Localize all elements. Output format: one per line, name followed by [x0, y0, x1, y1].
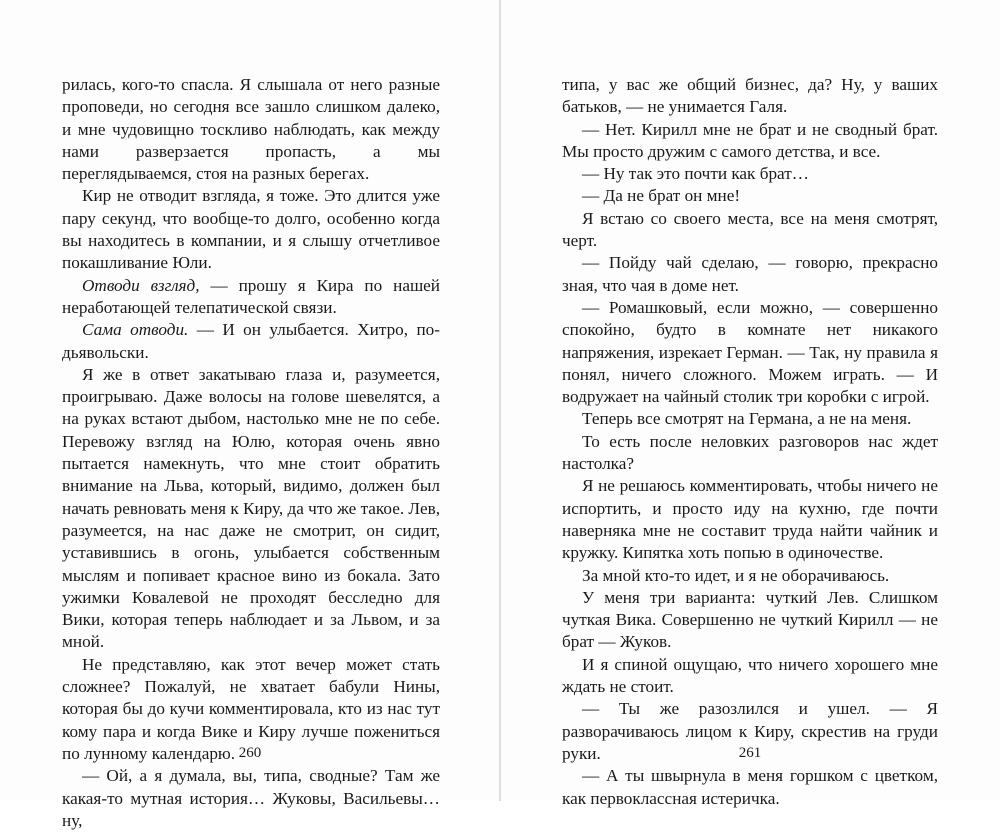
paragraph: рилась, кого-то спасла. Я слышала от него разные проповеди, но сегодня все зашло слишком далеко, и мне чудовищно тоскливо наблюдать, как между нами разверзается пропасть, а мы переглядываемся, стоя на разных берегах. [62, 75, 440, 184]
paragraph: — А ты швырнула в меня горшком с цветком, как первоклассная истеричка. [562, 766, 938, 808]
paragraph: — Ну так это почти как брат… [582, 164, 809, 184]
right-page-text [562, 74, 938, 810]
paragraph: И я спиной ощущаю, что ничего хорошего мне ждать не стоит. [562, 654, 938, 697]
left-page-text [62, 74, 440, 832]
page-number: 260 [238, 745, 262, 761]
paragraph: Я же в ответ закатываю глаза и, разумеется, проигрываю. Даже волосы на голове шевелятся, а на руках встают дыбом, настолько мне не по себе. Перевожу взгляд на Юлю, которая очень явно пытается намекнуть, что мне стоит обратить внимание на Льва, который, видимо, должен был начать ревновать меня к Киру, да что же такое. Лев, разумеется, на нас даже не смотрит, он сидит, уставившись в огонь, улыбается собственным мыслям и попивает красное вино из бокала. Зато ужимки Ковалевой не проходят бесследно для Вики, которая теперь наблюдает и за Львом, и за мной. [62, 364, 441, 652]
paragraph: Теперь все смотрят на Германа, а не на меня. [582, 409, 912, 429]
page-number: 261 [738, 745, 762, 761]
paragraph: — Ой, а я думала, вы, типа, сводные? Там же какая-то мутная история… Жуковы, Васильевы… ну, [62, 766, 440, 830]
paragraph: То есть после неловких разговоров нас ждет настолка? [562, 431, 938, 474]
paragraph: — Пойду чай сделаю, — говорю, прекрасно зная, что чая в доме нет. [562, 253, 938, 295]
paragraph: Не представляю, как этот вечер может стать сложнее? Пожалуй, не хватает бабули Нины, которая бы до кучи комментировала, кто из нас тут кому пара и когда Вике и Киру лучше пожениться по лунному календарю. [62, 654, 440, 763]
paragraph: За мной кто-то идет, и я не оборачиваюсь. [582, 565, 890, 585]
paragraph: — Ромашковый, если можно, — совершенно спокойно, будто в комнате нет никакого напряжения, изрекает Герман. — Так, ну правила я понял, ничего сложного. Можем играть. — И водружает на чайный столик три коробки с игрой. [562, 297, 938, 407]
paragraph [62, 319, 440, 364]
paragraph-text: — И он улыбается. Хитро, по-дьявольски. [62, 320, 440, 362]
paragraph: — Ты же разозлился и ушел. — Я разворачиваюсь лицом к Киру, скрестив на груди руки. [562, 699, 938, 763]
paragraph: Я не решаюсь комментировать, чтобы ничего не испортить, и просто иду на кухню, где почти наверняка мне не составит труда найти чайник и кружку. Кипятка хоть попью в одиночестве. [562, 476, 938, 563]
right-page [500, 0, 1000, 808]
paragraph: Кир не отводит взгляда, я тоже. Это длится уже пару секунд, что вообще-то долго, особенно когда вы находитесь в компании, и я слышу отчетливое покашливание Юли. [62, 186, 440, 273]
paragraph: У меня три варианта: чуткий Лев. Слишком чуткая Вика. Совершенно не чуткий Кирилл — не брат — Жуков. [562, 587, 938, 652]
paragraph: — Нет. Кирилл мне не брат и не сводный брат. Мы просто дружим с самого детства, и все. [562, 119, 938, 161]
paragraph-text: — прошу я Кира по нашей неработающей телепатической связи. [62, 275, 441, 317]
italic-thought: Отводи взгляд, [82, 275, 200, 295]
left-page [0, 0, 500, 830]
italic-thought: Сама отводи. [82, 320, 189, 340]
paragraph [62, 275, 440, 320]
paragraph: Я встаю со своего места, все на меня смотрят, черт. [562, 208, 938, 251]
paragraph: — Да не брат он мне! [582, 186, 741, 206]
paragraph: типа, у вас же общий бизнес, да? Ну, у ваших батьков, — не унимается Галя. [562, 75, 938, 117]
